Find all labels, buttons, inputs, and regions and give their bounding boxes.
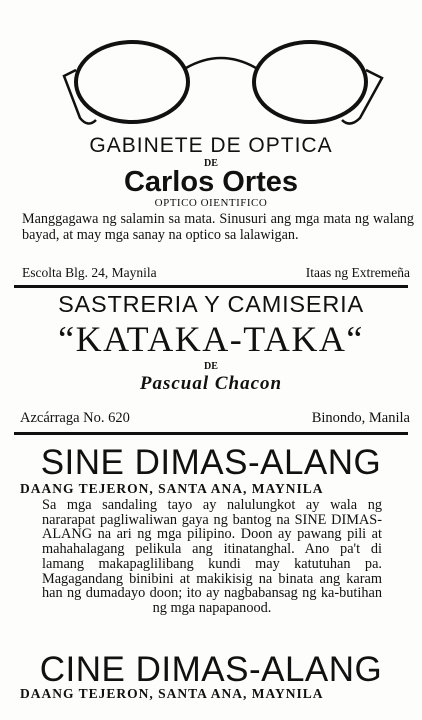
optica-title: GABINETE DE OPTICA	[89, 134, 333, 157]
optica-owner: Carlos Ortes	[123, 166, 299, 198]
optica-location-note: Itaas ng Extremeña	[305, 265, 410, 280]
cinema-footer-address: DAANG TEJERON, SANTA ANA, MAYNILA	[20, 686, 324, 701]
optica-address: Escolta Blg. 24, Maynila	[22, 265, 157, 280]
cinema-body: Sa mga sandaling tayo ay nalulungkot ay wala ng nararapat pagliwaliwan gaya ng bantog na SINE DIMAS-ALANG na ari ng mga pilipino. Doon ay pawang pili at mahahalagang pelikula ang itinatanghal. Ano pa't di lamang makapaglilibang kundi may katutuhan pa. Magagandang binibini at makikisig na binata ang karam han ng dumadayo doon; ito ay nagbabansag ng ka-butihan ng mga napapanood.	[42, 497, 382, 616]
divider	[14, 285, 408, 288]
optica-de: DE	[204, 158, 218, 169]
optica-subtitle: OPTICO OIENTIFICO	[154, 197, 268, 209]
cinema-address: DAANG TEJERON, SANTA ANA, MAYNILA	[20, 481, 324, 496]
eyeglasses-icon	[60, 20, 390, 130]
tailor-title: SASTRERIA Y CAMISERIA	[58, 291, 364, 317]
tailor-owner: Pascual Chacon	[139, 373, 283, 394]
cinema-footer-title: CINE DIMAS-ALANG	[39, 650, 383, 689]
cinema-title: SINE DIMAS-ALANG	[40, 443, 382, 482]
tailor-de: DE	[204, 361, 218, 372]
tailor-address: Azcárraga No. 620	[20, 410, 130, 426]
tailor-shop-name: “KATAKA-TAKA“	[58, 319, 364, 359]
optica-body: Manggagawa ng salamin sa mata. Sinusuri ang mga mata ng walang bayad, at may mga sanay na optico sa lalawigan.	[22, 211, 414, 243]
divider	[14, 432, 408, 435]
tailor-district: Binondo, Manila	[311, 410, 410, 426]
